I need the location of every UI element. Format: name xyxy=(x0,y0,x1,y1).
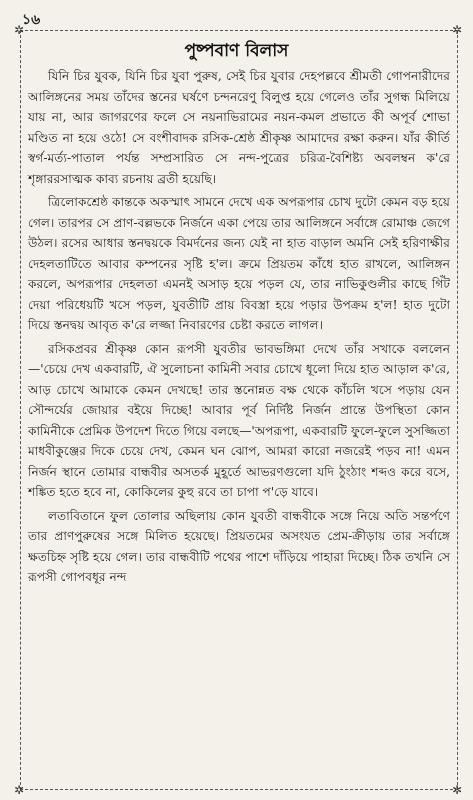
star-corner-icon: ✲ xyxy=(452,23,463,37)
star-corner-icon: ✲ xyxy=(14,23,25,37)
paragraph: লতাবিতানে ফুল তোলার অছিলায় কোন যুবতী বান্ধবীকে সঙ্গে নিয়ে অতি সন্তর্পণে তার প্রাণপুরুষের সঙ্গে মিলিত হয়েছে। প্রিয়তমের অসংযত প্রেম-ক্রীড়ায় তার সর্বাঙ্গে ক্ষতচিহ্ন সৃষ্টি হয়ে গেল। তার বান্ধবীটি পথের পাশে দাঁড়িয়ে পাহারা দিচ্ছে। ঠিক তখনি সে রূপসী গোপবধূর নন্দ xyxy=(28,508,450,584)
paragraph: রসিকপ্রবর শ্রীকৃষ্ণ কোন রূপসী যুবতীর ভাবভঙ্গিমা দেখে তাঁর সখাকে বললেন—'চেয়ে দেখ একবারটি, ঐ সুলোচনা কামিনী সবার চোখে ধূলো দিয়ে হাত আড়াল ক'রে, আড় চোখে আমাকে কেমন দেখছে! তার স্তনোন্নত বক্ষ থেকে কাঁচলি খসে পড়ায় যেন সৌন্দর্যের জোয়ার বইয়ে দিচ্ছে! আবার পূর্ব নির্দিষ্ট নির্জন প্রান্তে উপস্থিতা কোন কামিনীকে প্রেমিক উপদেশ দিতে গিয়ে বলছে—'অপরূপা, একবারটি ফুলে-ফুলে সুসজ্জিতা মাধবীকুঞ্জের দিকে চেয়ে দেখ, কেমন ঘন ঝোপ, আমরা কারো নজরেই পড়ব না! এমন নির্জন স্থানে তোমার বান্ধবীর অসতর্ক মুহূর্তে আভরণগুলো যদি ঠুংঠাং শব্দও করে বসে, শঙ্কিত হতে হবে না, কোকিলের কুহু রবে তা চাপা প'ড়ে যাবে। xyxy=(28,341,450,499)
page-number: ১৬ xyxy=(22,12,41,28)
star-corner-icon: ✲ xyxy=(14,783,25,797)
paragraph: যিনি চির যুবক, যিনি চির যুবা পুরুষ, সেই চির যুবার দেহপল্লবে শ্রীমতী গোপনারীদের আলিঙ্গনের সময় তাঁদের স্তনের ঘর্ষণে চন্দনরেণু বিলুপ্ত হয়ে গেলেও তাঁর সুগন্ধ মিলিয়ে যায় না, আর জাগরণের ফলে সে নয়নাভিরামের নয়ন-কমল প্রভাতে কী অপূর্ব শোভা মণ্ডিত না হয়ে ওঠে! সে বংশীবাদক রসিক-শ্রেষ্ঠ শ্রীকৃষ্ণ আমাদের রক্ষা করুন। যাঁর কীর্তি স্বর্গ-মর্ত্য-পাতাল পর্যন্ত সম্প্রসারিত সে নন্দ-পুত্রের চরিত্র-বৈশিষ্ট্য অবলম্বন ক'রে শৃঙ্গাররসাত্মক কাব্য রচনায় ব্রতী হয়েছি। xyxy=(28,69,450,186)
chapter-title: পুষ্পবাণ বিলাস xyxy=(184,41,289,61)
star-corner-icon: ✲ xyxy=(452,783,463,797)
paragraph: ত্রিলোকশ্রেষ্ঠ কান্তকে অকস্মাৎ সামনে দেখে এক অপরূপার চোখ দুটো কেমন বড় হয়ে গেল। তারপর সে প্রাণ-বল্লভকে নির্জনে একা পেয়ে তার আলিঙ্গনে সর্বাঙ্গে রোমাঞ্চ জেগে উঠল। রসের আধার স্তনদ্বয়কে বিমর্দনের জন্য যেই না হাত বাড়াল অমনি সেই হরিণাক্ষীর দেহলতাটিতে আবার কম্পনের সৃষ্টি হ'ল। ক্রমে প্রিয়তম কাঁধে হাত রাখলে, আলিঙ্গন করলে, অপরূপার দেহলতা এমনই অসাড় হয়ে পড়ল যে, তার নাভিকুণ্ডলীর কাছে গিঁট দেয়া পরিধেয়টি খসে পড়ল, যুবতীটি প্রায় বিবস্ত্রা হয়ে পড়ার উপক্রম হ'ল! হাত দুটো দিয়ে স্তনদ্বয় আবৃত ক'রে লজ্জা নিবারণের চেষ্টা করতে লাগল। xyxy=(28,195,451,332)
body-text xyxy=(28,66,450,591)
